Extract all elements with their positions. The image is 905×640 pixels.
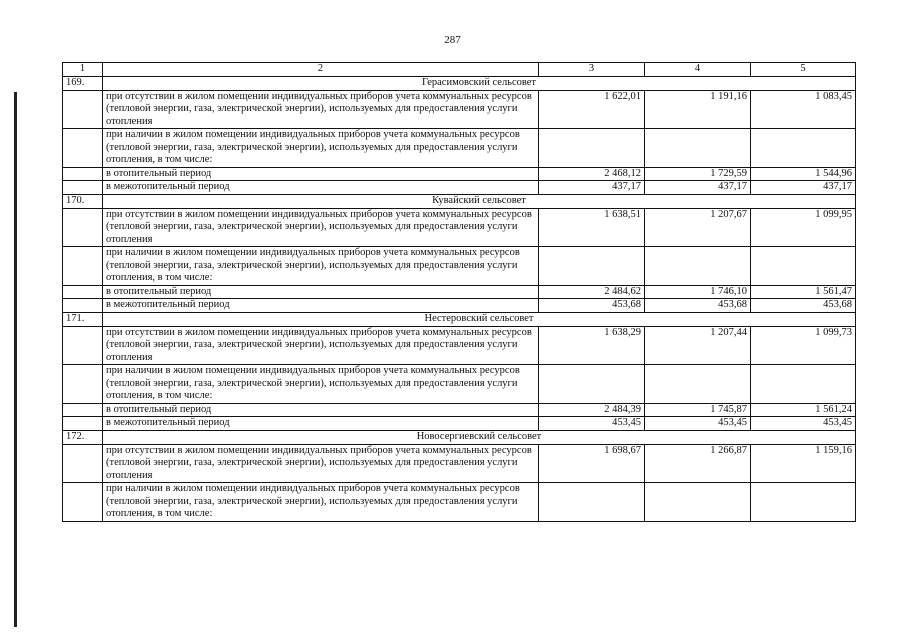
row-value-col4: 437,17 [645,181,751,195]
section-row [63,76,856,90]
row-description: в отопительный период [103,403,539,417]
row-description: в межотопительный период [103,299,539,313]
row-description: в отопительный период [103,167,539,181]
row-value-col5: 1 159,16 [751,444,856,483]
header-col-5: 5 [751,63,856,77]
row-number-cell [63,90,103,129]
row-description: в отопительный период [103,285,539,299]
row-value-col4 [645,129,751,168]
row-number-cell [63,285,103,299]
header-col-3: 3 [539,63,645,77]
table-row [63,444,856,483]
table-row [63,90,856,129]
row-value-col5 [751,483,856,522]
row-value-col5 [751,365,856,404]
row-description: при отсутствии в жилом помещении индивидуальных приборов учета коммунальных ресурсов (тепловой энергии, газа, электрической энергии), используемых для предоставления услуги отопления [103,444,539,483]
table-row [63,483,856,522]
row-value-col4 [645,483,751,522]
row-value-col3: 2 468,12 [539,167,645,181]
row-number-cell [63,365,103,404]
row-description: при наличии в жилом помещении индивидуальных приборов учета коммунальных ресурсов (тепловой энергии, газа, электрической энергии), используемых для предоставления услуги отопления, в том числе: [103,483,539,522]
page-number: 287 [444,34,461,46]
row-value-col5: 1 544,96 [751,167,856,181]
row-number-cell [63,247,103,286]
row-value-col3: 453,45 [539,417,645,431]
row-value-col3 [539,247,645,286]
row-value-col3 [539,365,645,404]
table-row [63,208,856,247]
row-number-cell [63,403,103,417]
row-value-col4: 1 729,59 [645,167,751,181]
section-village-name: Новосергиевский сельсовет [103,430,856,444]
row-description: при отсутствии в жилом помещении индивидуальных приборов учета коммунальных ресурсов (тепловой энергии, газа, электрической энергии), используемых для предоставления услуги отопления [103,208,539,247]
header-col-1: 1 [63,63,103,77]
row-value-col4: 1 746,10 [645,285,751,299]
row-value-col4: 1 191,16 [645,90,751,129]
row-description: при наличии в жилом помещении индивидуальных приборов учета коммунальных ресурсов (тепловой энергии, газа, электрической энергии), используемых для предоставления услуги отопления, в том числе: [103,247,539,286]
table-row [63,181,856,195]
row-value-col5: 1 083,45 [751,90,856,129]
row-value-col4: 453,68 [645,299,751,313]
row-description: при наличии в жилом помещении индивидуальных приборов учета коммунальных ресурсов (тепловой энергии, газа, электрической энергии), используемых для предоставления услуги отопления, в том числе: [103,365,539,404]
row-value-col4 [645,247,751,286]
row-value-col4: 1 745,87 [645,403,751,417]
row-value-col5: 1 561,24 [751,403,856,417]
table-header [63,63,856,77]
section-row [63,430,856,444]
row-description: при наличии в жилом помещении индивидуальных приборов учета коммунальных ресурсов (тепловой энергии, газа, электрической энергии), используемых для предоставления услуги отопления, в том числе: [103,129,539,168]
row-description: в межотопительный период [103,181,539,195]
row-description: при отсутствии в жилом помещении индивидуальных приборов учета коммунальных ресурсов (тепловой энергии, газа, электрической энергии), используемых для предоставления услуги отопления [103,90,539,129]
row-number-cell [63,326,103,365]
section-row [63,194,856,208]
row-value-col3: 437,17 [539,181,645,195]
header-row [63,63,856,77]
table-row [63,365,856,404]
table-row [63,403,856,417]
section-village-name: Герасимовский сельсовет [103,76,856,90]
table-row [63,247,856,286]
row-value-col4: 453,45 [645,417,751,431]
section-number: 170. [63,194,103,208]
row-value-col5 [751,129,856,168]
row-number-cell [63,167,103,181]
row-value-col4 [645,365,751,404]
row-number-cell [63,208,103,247]
section-number: 171. [63,312,103,326]
row-value-col3: 2 484,39 [539,403,645,417]
row-value-col5: 1 561,47 [751,285,856,299]
row-value-col5: 453,45 [751,417,856,431]
row-value-col4: 1 266,87 [645,444,751,483]
table-row [63,285,856,299]
row-description: при отсутствии в жилом помещении индивидуальных приборов учета коммунальных ресурсов (тепловой энергии, газа, электрической энергии), используемых для предоставления услуги отопления [103,326,539,365]
header-col-2: 2 [103,63,539,77]
row-number-cell [63,181,103,195]
row-number-cell [63,299,103,313]
row-value-col5: 453,68 [751,299,856,313]
row-number-cell [63,129,103,168]
row-value-col3: 2 484,62 [539,285,645,299]
row-value-col3: 1 698,67 [539,444,645,483]
section-village-name: Нестеровский сельсовет [103,312,856,326]
table-body [63,76,856,521]
row-number-cell [63,444,103,483]
row-value-col3: 1 622,01 [539,90,645,129]
section-row [63,312,856,326]
table-row [63,299,856,313]
row-number-cell [63,417,103,431]
row-value-col3 [539,129,645,168]
row-value-col5: 1 099,95 [751,208,856,247]
row-value-col5: 1 099,73 [751,326,856,365]
header-col-4: 4 [645,63,751,77]
row-value-col3 [539,483,645,522]
row-value-col3: 453,68 [539,299,645,313]
row-value-col3: 1 638,29 [539,326,645,365]
scan-edge-line [14,92,17,627]
table-row [63,326,856,365]
table-row [63,417,856,431]
row-value-col4: 1 207,44 [645,326,751,365]
row-value-col3: 1 638,51 [539,208,645,247]
row-description: в межотопительный период [103,417,539,431]
row-value-col4: 1 207,67 [645,208,751,247]
row-number-cell [63,483,103,522]
table-row [63,129,856,168]
table-row [63,167,856,181]
section-number: 169. [63,76,103,90]
row-value-col5: 437,17 [751,181,856,195]
section-village-name: Кувайский сельсовет [103,194,856,208]
tariff-norms-table [62,62,856,522]
row-value-col5 [751,247,856,286]
section-number: 172. [63,430,103,444]
